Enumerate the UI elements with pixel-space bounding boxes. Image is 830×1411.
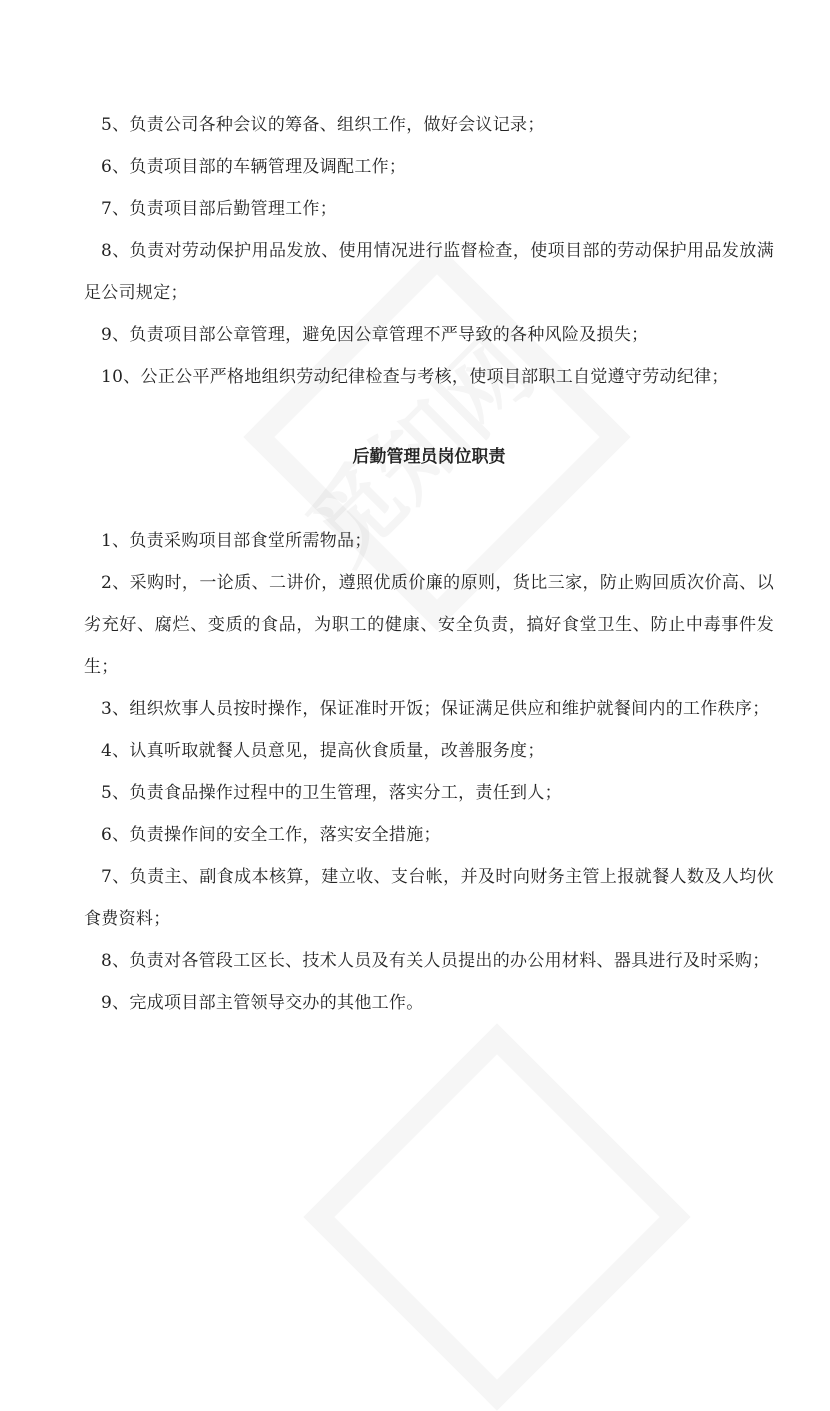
list-item: 1、负责采购项目部食堂所需物品； xyxy=(101,531,372,551)
list-item: 5、负责食品操作过程中的卫生管理，落实分工，责任到人； xyxy=(101,783,562,803)
list-item: 8、负责对劳动保护用品发放、使用情况进行监督检查，使项目部的劳动保护用品发放满足公司规定； xyxy=(84,241,774,303)
list-item: 3、组织炊事人员按时操作，保证准时开饭；保证满足供应和维护就餐间内的工作秩序； xyxy=(101,699,770,719)
list-item: 5、负责公司各种会议的筹备、组织工作，做好会议记录； xyxy=(101,115,545,135)
list-item: 9、完成项目部主管领导交办的其他工作。 xyxy=(101,993,424,1013)
document-body xyxy=(84,104,774,1024)
list-item: 7、负责主、副食成本核算，建立收、支台帐，并及时向财务主管上报就餐人数及人均伙食费资料； xyxy=(84,867,774,929)
list-item: 8、负责对各管段工区长、技术人员及有关人员提出的办公用材料、器具进行及时采购； xyxy=(101,951,770,971)
list-item: 10、公正公平严格地组织劳动纪律检查与考核，使项目部职工自觉遵守劳动纪律； xyxy=(101,367,729,387)
list-item: 7、负责项目部后勤管理工作； xyxy=(101,199,338,219)
section-title: 后勤管理员岗位职责 xyxy=(352,447,506,467)
list-item: 2、采购时，一论质、二讲价，遵照优质价廉的原则，货比三家，防止购回质次价高、以劣充好、腐烂、变质的食品，为职工的健康、安全负责，搞好食堂卫生、防止中毒事件发生； xyxy=(84,573,774,677)
list-item: 6、负责项目部的车辆管理及调配工作； xyxy=(101,157,407,177)
list-item: 9、负责项目部公章管理，避免因公章管理不严导致的各种风险及损失； xyxy=(101,325,649,345)
list-item: 6、负责操作间的安全工作，落实安全措施； xyxy=(101,825,441,845)
watermark-diamond-icon xyxy=(303,1023,690,1410)
list-item: 4、认真听取就餐人员意见，提高伙食质量，改善服务度； xyxy=(101,741,545,761)
